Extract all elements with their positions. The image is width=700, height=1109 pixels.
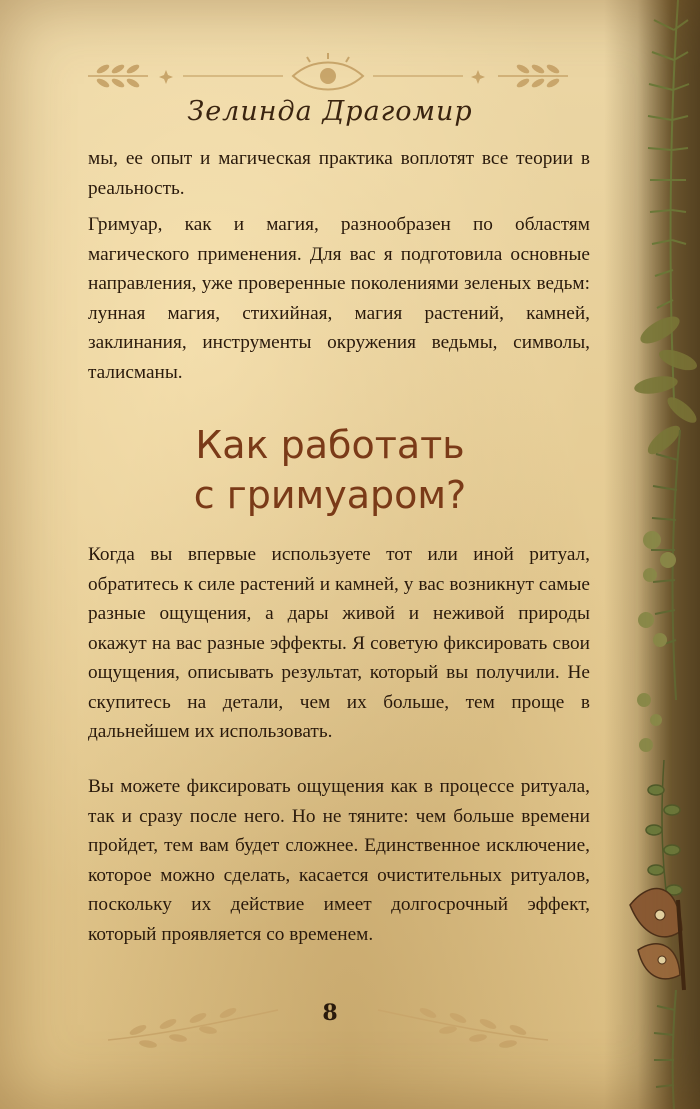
paragraph-continuation: мы, ее опыт и магическая практика воплотят все теории в реальность.: [88, 148, 590, 199]
page-number: 8: [322, 1000, 338, 1026]
paragraph-grimoire-areas: Гримуар, как и магия, разнообразен по областям магического применения. Для вас я подготовила основные направления, уже проверенные поколениями зеленых ведьм: лунная магия, стихийная, магия растений, камней, заклинания, инструменты окружения ведьмы, символы, талисманы.: [88, 214, 590, 383]
laurel-branch-icon: [88, 63, 148, 89]
eye-icon: [293, 53, 363, 90]
section-heading: [0, 420, 660, 520]
top-ornament: [78, 52, 578, 98]
paragraph-first-ritual: Когда вы впервые используете тот или иной ритуал, обратитесь к силе растений и камней, у вас возникнут самые разные ощущения, а дары живой и неживой природы окажут на вас разные эффекты. Я советую фиксировать свои ощущения, описывать результат, который вы получили. Не скупитесь на детали, чем их больше, тем проще в дальнейшем их использовать.: [88, 544, 590, 742]
moth-icon: [630, 889, 684, 990]
paragraph-record-sensations: Вы можете фиксировать ощущения как в процессе ритуала, так и сразу после него. Но не тяните: чем больше времени пройдет, тем вам будет сложнее. Единственное исключение, которое можно сделать, касается очистительных ритуалов, поскольку их действие имеет долгосрочный эффект, который проявляется со временем.: [88, 776, 590, 945]
heading-line-1: Как работать: [195, 423, 465, 467]
heading-line-2: с гримуаром?: [193, 473, 467, 517]
running-header-author: Зелинда Драгомир: [187, 96, 473, 127]
laurel-branch-icon: [498, 63, 568, 89]
